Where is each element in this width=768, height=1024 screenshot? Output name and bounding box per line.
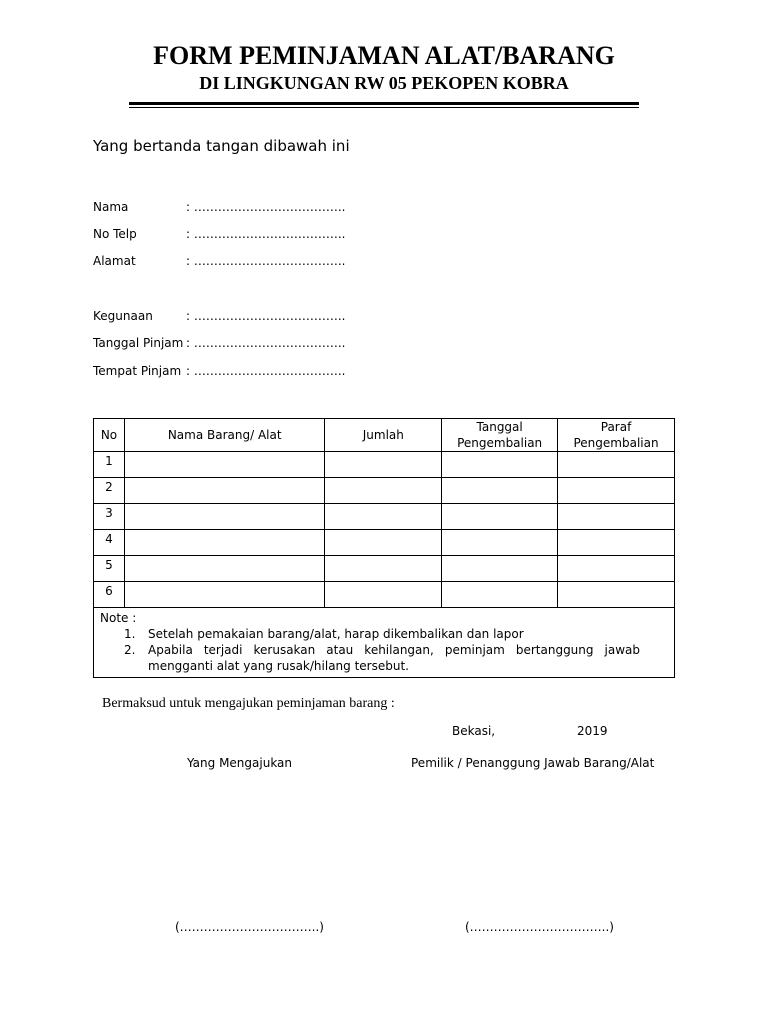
field-label-nama: Nama: [93, 200, 129, 214]
col-header-tanggal-line1: Tanggal: [476, 420, 523, 434]
cell-nama-barang: [124, 556, 324, 582]
field-value-nama: : ………………………………..: [186, 200, 346, 214]
row-number: 2: [94, 478, 125, 504]
row-number: 3: [94, 504, 125, 530]
col-header-tanggal-pengembalian: [442, 419, 558, 452]
table-row: [94, 556, 675, 582]
row-number: 4: [94, 530, 125, 556]
row-number: 5: [94, 556, 125, 582]
field-value-no-telp: : ………………………………..: [186, 227, 346, 241]
cell-paraf: [558, 556, 675, 582]
cell-jumlah: [325, 582, 442, 608]
cell-nama-barang: [124, 478, 324, 504]
cell-tanggal: [442, 452, 558, 478]
col-header-no: No: [94, 419, 125, 452]
table-row: [94, 452, 675, 478]
cell-tanggal: [442, 556, 558, 582]
cell-tanggal: [442, 530, 558, 556]
cell-nama-barang: [124, 452, 324, 478]
note-cell: [94, 608, 675, 678]
owner-signature-label: Pemilik / Penanggung Jawab Barang/Alat: [411, 756, 655, 770]
table-row: [94, 478, 675, 504]
header-rule-thin: [129, 107, 639, 108]
cell-paraf: [558, 452, 675, 478]
col-header-nama-barang: Nama Barang/ Alat: [124, 419, 324, 452]
field-label-tempat-pinjam: Tempat Pinjam: [93, 364, 182, 378]
note-item-text: Apabila terjadi kerusakan atau kehilangan, peminjam bertanggung jawab mengganti alat yang rusak/hilang tersebut.: [148, 643, 640, 673]
table-row: [94, 582, 675, 608]
field-label-no-telp: No Telp: [93, 227, 137, 241]
cell-paraf: [558, 504, 675, 530]
note-item: [100, 626, 668, 642]
field-label-kegunaan: Kegunaan: [93, 309, 153, 323]
cell-paraf: [558, 530, 675, 556]
cell-jumlah: [325, 530, 442, 556]
note-item-number: 2.: [124, 643, 136, 657]
field-value-kegunaan: : ………………………………..: [186, 309, 346, 323]
field-value-tanggal-pinjam: : ………………………………..: [186, 336, 346, 350]
applicant-signature-label: Yang Mengajukan: [187, 756, 293, 770]
note-row: [94, 608, 675, 678]
cell-tanggal: [442, 582, 558, 608]
cell-jumlah: [325, 478, 442, 504]
items-table: [93, 418, 675, 678]
form-subtitle: DI LINGKUNGAN RW 05 PEKOPEN KOBRA: [199, 73, 569, 93]
field-label-alamat: Alamat: [93, 254, 136, 268]
field-value-tempat-pinjam: : ………………………………..: [186, 364, 346, 378]
intro-text: Yang bertanda tangan dibawah ini: [93, 137, 350, 155]
owner-signature-line: (……………………………..): [465, 920, 614, 934]
signing-place: Bekasi,: [452, 724, 496, 738]
col-header-paraf-line1: Paraf: [600, 420, 632, 434]
row-number: 1: [94, 452, 125, 478]
cell-jumlah: [325, 452, 442, 478]
header-rule-thick: [129, 102, 639, 105]
col-header-tanggal-line2: Pengembalian: [457, 436, 543, 450]
note-item-number: 1.: [124, 627, 136, 641]
applicant-signature-line: (……………………………..): [175, 920, 324, 934]
table-header-row: [94, 419, 675, 452]
note-item-text: Setelah pemakaian barang/alat, harap dikembalikan dan lapor: [148, 627, 524, 641]
table-row: [94, 530, 675, 556]
col-header-paraf-line2: Pengembalian: [573, 436, 659, 450]
col-header-jumlah: Jumlah: [325, 419, 442, 452]
cell-tanggal: [442, 504, 558, 530]
note-item: [100, 642, 668, 674]
row-number: 6: [94, 582, 125, 608]
cell-nama-barang: [124, 530, 324, 556]
form-title: FORM PEMINJAMAN ALAT/BARANG: [153, 41, 615, 70]
cell-tanggal: [442, 478, 558, 504]
signing-year: 2019: [577, 724, 608, 738]
closing-statement: Bermaksud untuk mengajukan peminjaman barang :: [102, 696, 395, 711]
col-header-paraf-pengembalian: [558, 419, 675, 452]
field-label-tanggal-pinjam: Tanggal Pinjam: [93, 336, 184, 350]
cell-paraf: [558, 582, 675, 608]
cell-jumlah: [325, 556, 442, 582]
cell-jumlah: [325, 504, 442, 530]
cell-nama-barang: [124, 582, 324, 608]
field-value-alamat: : ………………………………..: [186, 254, 346, 268]
cell-nama-barang: [124, 504, 324, 530]
note-title: Note :: [100, 611, 137, 625]
cell-paraf: [558, 478, 675, 504]
table-row: [94, 504, 675, 530]
